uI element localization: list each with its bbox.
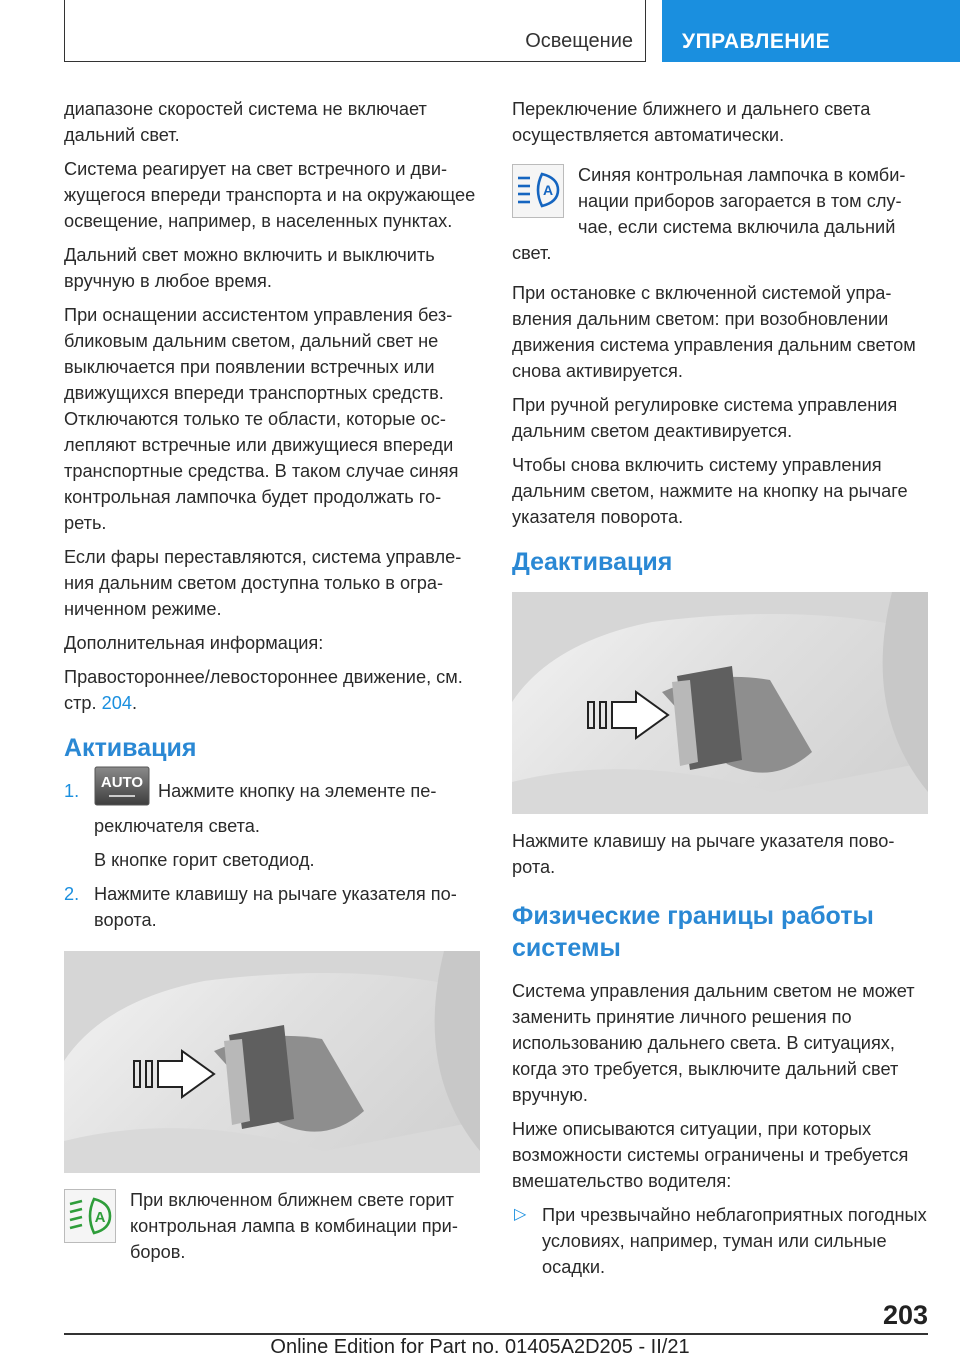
paragraph: Переключение ближнего и дальнего света осуществляется автоматически. — [512, 99, 871, 145]
paragraph: Дополнительная информация: — [64, 633, 324, 653]
paragraph: Чтобы снова включить систему управления дальним светом, нажмите на кнопку на рычаге указателя поворота. — [512, 455, 908, 527]
heading-system-limits: Физические границы работы системы — [512, 902, 874, 962]
step-text: Нажмите клавишу на рычаге указателя поворота. — [94, 884, 457, 930]
list-item-text: При чрезвычайно неблагоприятных погодных условиях, например, туман или сильные осадки. — [542, 1205, 927, 1277]
list-item — [512, 1202, 928, 1280]
footer-divider — [64, 1333, 928, 1335]
heading-activation: Активация — [64, 734, 197, 762]
heading-deactivation: Деактивация — [512, 548, 673, 576]
edition-footer: Online Edition for Part no. 01405A2D205 - II/21 — [270, 1336, 690, 1358]
step-2 — [64, 881, 476, 933]
high-beam-indicator-icon — [512, 164, 564, 225]
paragraph: При ручной регулировке система управления дальним светом деактивируется. — [512, 395, 898, 441]
step-number: 1. — [64, 781, 80, 801]
page-reference-link[interactable]: 204 — [101, 693, 133, 713]
header-section-tab — [64, 0, 646, 62]
blue-indicator-note — [512, 162, 928, 266]
auto-button-icon — [94, 774, 150, 813]
svg-text:A: A — [94, 1209, 106, 1226]
paragraph: диапазоне скоростей система не включает дальний свет. — [64, 99, 427, 145]
paragraph: При остановке с включенной системой управления дальним светом: при возобновлении движения система управления дальним светом снова активируется. — [512, 283, 916, 381]
right-column — [512, 96, 928, 1280]
page-number: 203 — [882, 1300, 928, 1330]
auto-label: AUTO — [100, 774, 144, 791]
paragraph: Система реагирует на свет встречного и движущегося впереди транспорта и на окружающее освещение, например, в населенных пунктах. — [64, 159, 476, 231]
paragraph: Ниже описываются ситуации, при которых возможности системы ограничены и требуется вмешательство водителя: — [512, 1119, 909, 1191]
step-substep: В кнопке горит светодиод. — [94, 850, 315, 870]
step-text: Нажмите кнопку на элементе переключателя света. — [94, 781, 437, 836]
paragraph: Если фары переставляются, система управления дальним светом доступна только в ограниченном режиме. — [64, 547, 462, 619]
arrow-icon — [134, 1051, 214, 1097]
note-text: Синяя контрольная лампочка в комбинации приборов загорается в том случае, если система включила дальний — [578, 165, 906, 237]
paragraph-with-link — [64, 664, 476, 716]
paragraph: При оснащении ассистентом управления безбликовым дальним светом, дальний свет не выключается при появлении встречных или движущихся впереди транспортных средств. Отключаются только те области, которые ослепляют встречные или движущиеся впереди транспортные средства. В таком случае синяя контрольная лампочка будет продолжать гореть. — [64, 305, 459, 533]
svg-text:A: A — [542, 182, 554, 198]
step-number: 2. — [64, 884, 80, 904]
green-indicator-note — [64, 1187, 476, 1265]
chapter-title: УПРАВЛЕНИЕ — [682, 30, 831, 53]
section-title: Освещение — [525, 30, 633, 52]
triangle-bullet-icon: ▷ — [514, 1206, 527, 1223]
step-1 — [64, 774, 476, 873]
stalk-illustration — [512, 592, 928, 814]
note-text-continued: свет. — [512, 243, 552, 263]
header-chapter-tab — [662, 0, 960, 62]
paragraph-text: Правостороннее/левостороннее движение, см. стр. — [64, 667, 463, 713]
low-beam-indicator-icon — [64, 1189, 116, 1250]
stalk-illustration — [64, 951, 480, 1173]
paragraph-end: . — [132, 693, 138, 713]
paragraph: Нажмите клавишу на рычаге указателя поворота. — [512, 831, 895, 877]
arrow-icon — [588, 692, 668, 738]
paragraph: Система управления дальним светом не может заменить принятие личного решения по использованию дальнего света. В ситуациях, когда это требуется, выключите дальний свет вручную. — [512, 981, 915, 1105]
note-text: При включенном ближнем свете горит контрольная лампа в комбинации приборов. — [130, 1190, 458, 1262]
paragraph: Дальний свет можно включить и выключить вручную в любое время. — [64, 245, 435, 291]
left-column — [64, 96, 476, 1265]
